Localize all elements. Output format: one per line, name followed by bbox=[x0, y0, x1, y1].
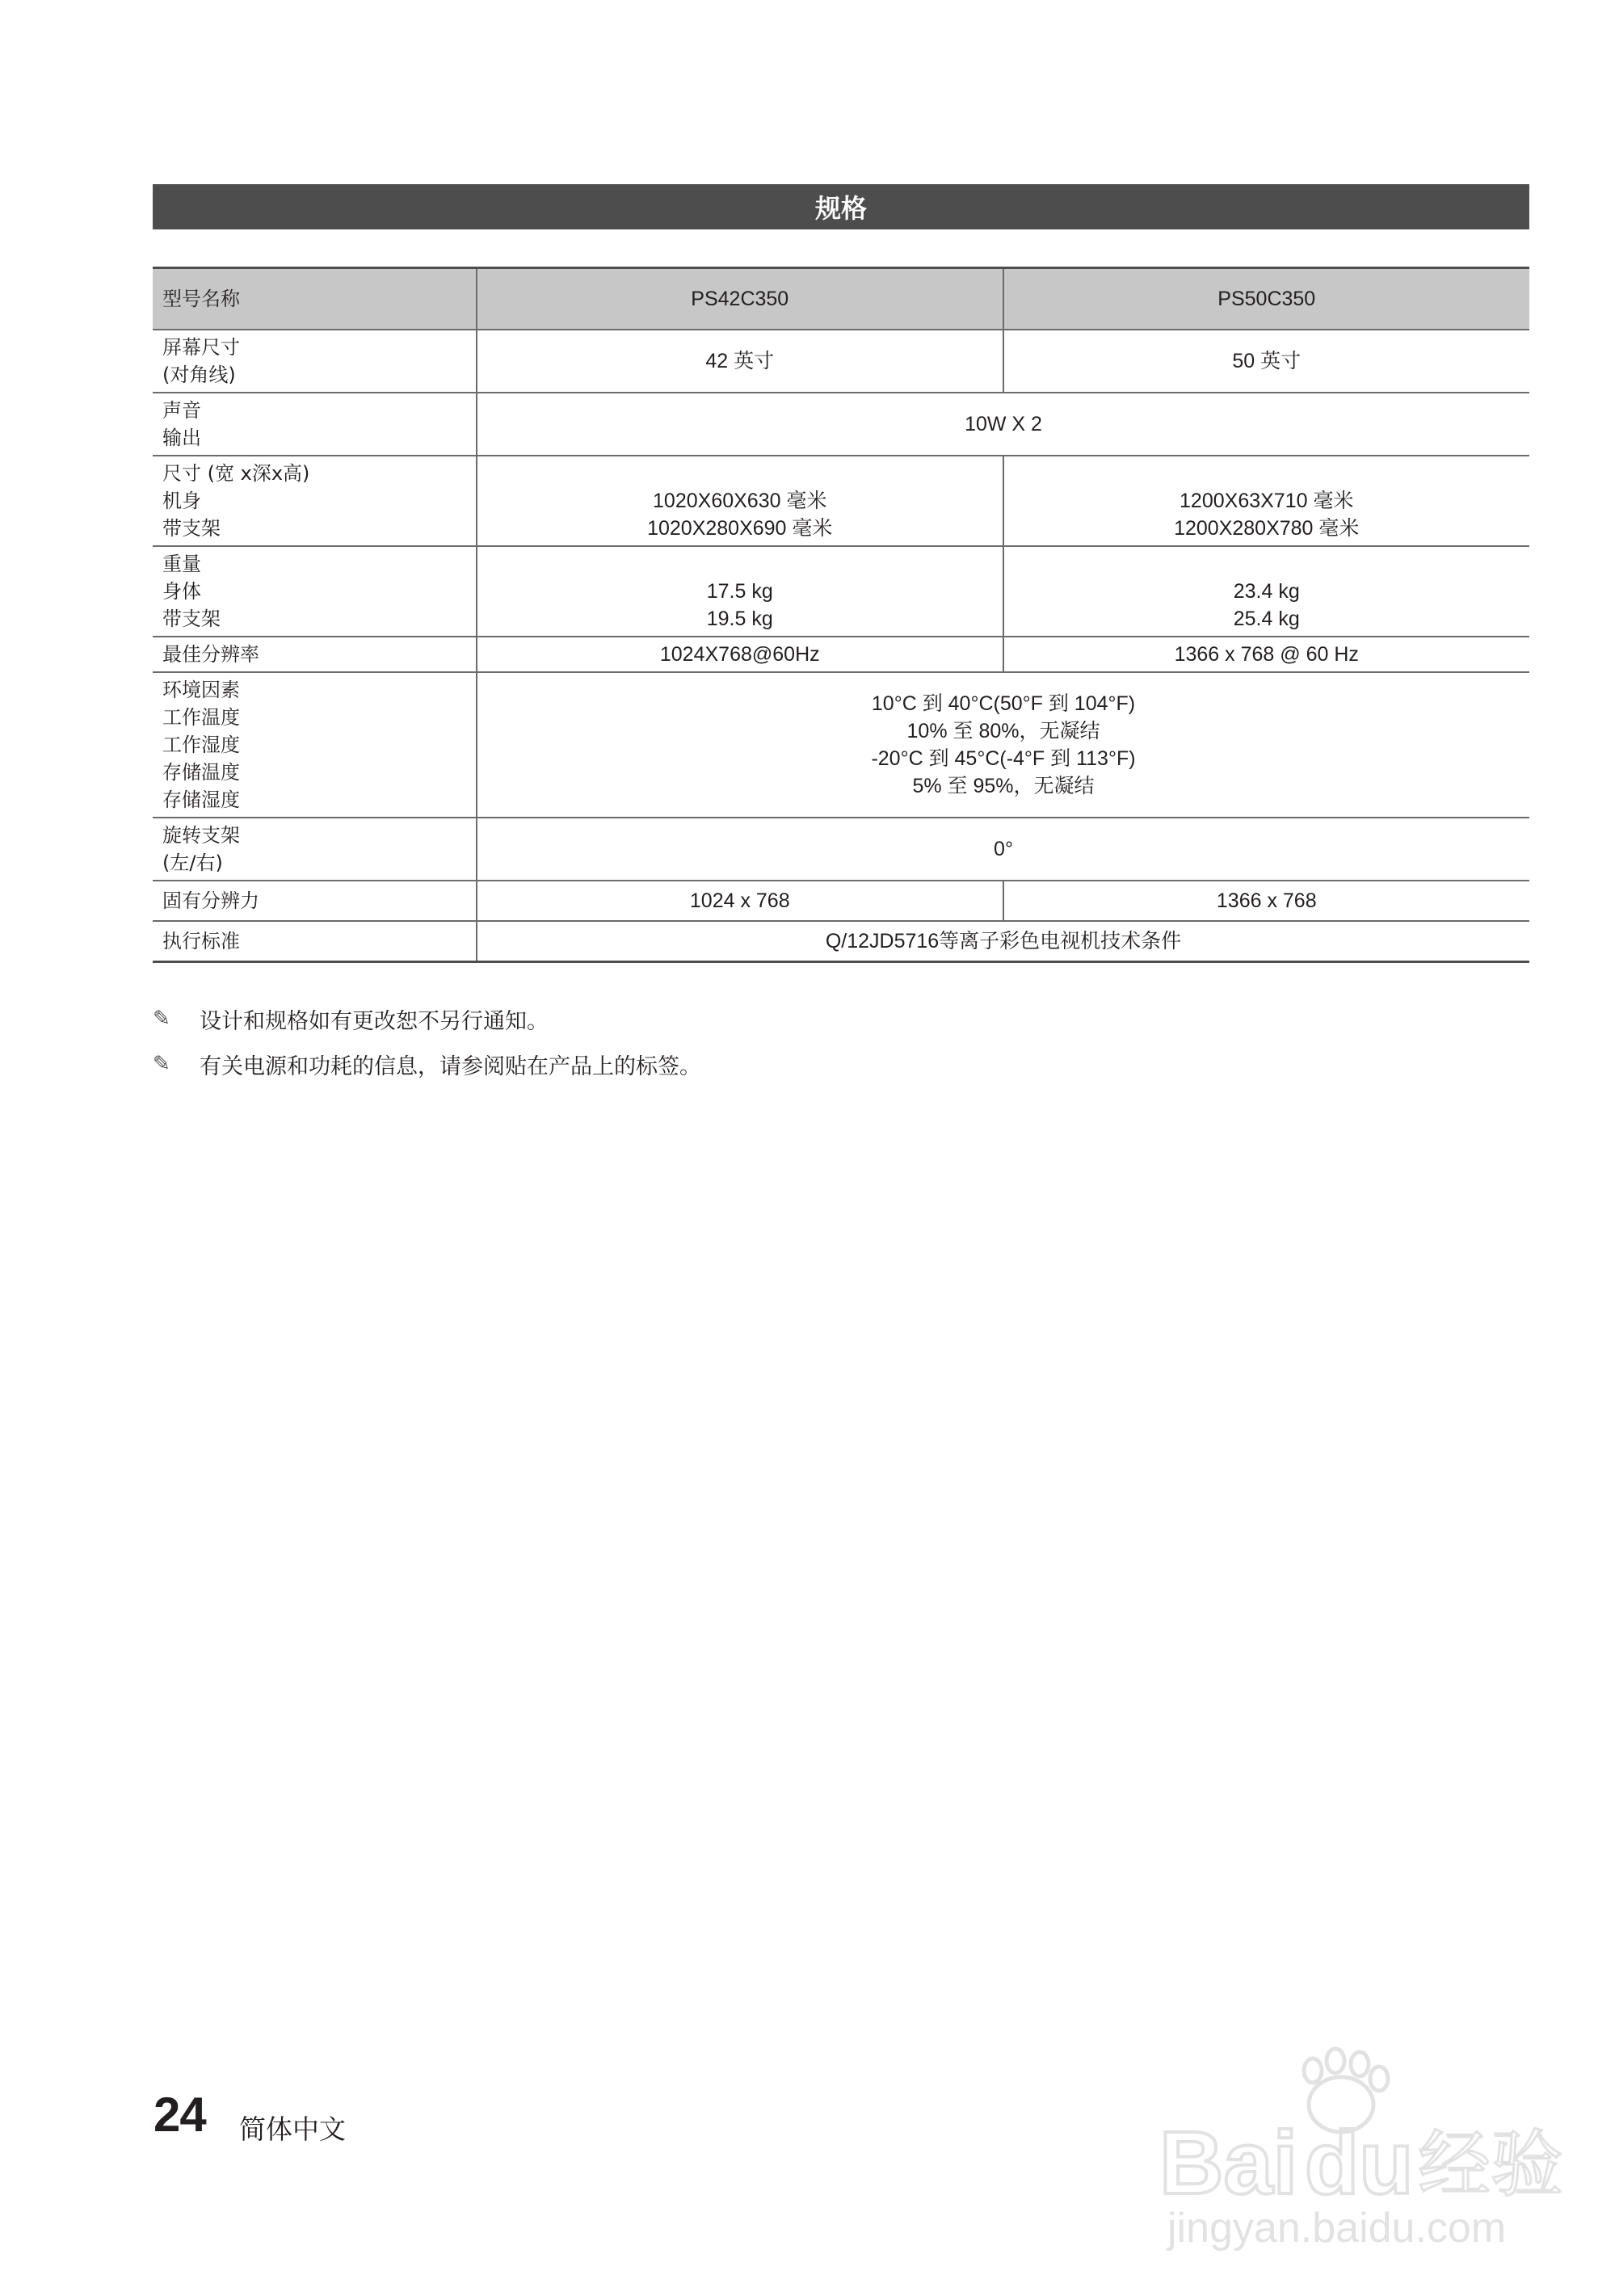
row-label-weight: 重量 身体 带支架 bbox=[153, 546, 477, 637]
note-item bbox=[153, 1041, 1529, 1087]
table-row bbox=[153, 268, 1529, 330]
note-item bbox=[153, 996, 1529, 1041]
model-col2: PS50C350 bbox=[1003, 268, 1530, 330]
spec-table bbox=[153, 267, 1529, 963]
svg-text:经验: 经验 bbox=[1418, 2122, 1563, 2207]
notes bbox=[153, 996, 1529, 1087]
page-number: 24 bbox=[153, 2088, 206, 2142]
row-label-screen-size: 屏幕尺寸 (对角线) bbox=[153, 330, 477, 393]
row-label-native-resolution: 固有分辨力 bbox=[153, 881, 477, 921]
table-row bbox=[153, 672, 1529, 818]
best-resolution-col2: 1366 x 768 @ 60 Hz bbox=[1003, 637, 1530, 672]
environment-value: 10°C 到 40°C(50°F 到 104°F) 10% 至 80%，无凝结 -20°C 到 45°C(-4°F 到 113°F) 5% 至 95%，无凝结 bbox=[477, 672, 1529, 818]
baidu-watermark-logo bbox=[1151, 2048, 1563, 2252]
table-row bbox=[153, 921, 1529, 961]
dimensions-col1: 1020X60X630 毫米 1020X280X690 毫米 bbox=[477, 456, 1003, 546]
row-label-dimensions: 尺寸 (宽 x深x高) 机身 带支架 bbox=[153, 456, 477, 546]
table-row bbox=[153, 393, 1529, 456]
row-label-swivel: 旋转支架 (左/右) bbox=[153, 818, 477, 881]
table-row bbox=[153, 637, 1529, 672]
table-row bbox=[153, 818, 1529, 881]
footer-language: 简体中文 bbox=[239, 2113, 346, 2145]
model-col1: PS42C350 bbox=[477, 268, 1003, 330]
row-label-model: 型号名称 bbox=[153, 268, 477, 330]
best-resolution-col1: 1024X768@60Hz bbox=[477, 637, 1003, 672]
svg-text:Bai: Bai bbox=[1159, 2113, 1298, 2213]
weight-col2: 23.4 kg 25.4 kg bbox=[1003, 546, 1530, 637]
sound-output-value: 10W X 2 bbox=[477, 393, 1529, 456]
standard-value: Q/12JD5716等离子彩色电视机技术条件 bbox=[477, 921, 1529, 961]
native-resolution-col2: 1366 x 768 bbox=[1003, 881, 1530, 921]
note-text: 设计和规格如有更改恕不另行通知。 bbox=[200, 1008, 549, 1034]
table-row bbox=[153, 546, 1529, 637]
table-row bbox=[153, 330, 1529, 393]
row-label-sound-output: 声音 输出 bbox=[153, 393, 477, 456]
native-resolution-col1: 1024 x 768 bbox=[477, 881, 1003, 921]
row-label-standard: 执行标准 bbox=[153, 921, 477, 961]
table-row bbox=[153, 456, 1529, 546]
row-label-environment: 环境因素 工作温度 工作湿度 存储温度 存储湿度 bbox=[153, 672, 477, 818]
pencil-note-icon: ✎ bbox=[153, 1007, 170, 1031]
row-label-best-resolution: 最佳分辨率 bbox=[153, 637, 477, 672]
section-title: 规格 bbox=[153, 184, 1529, 229]
dimensions-col2: 1200X63X710 毫米 1200X280X780 毫米 bbox=[1003, 456, 1530, 546]
screen-size-col2: 50 英寸 bbox=[1003, 330, 1530, 393]
pencil-note-icon: ✎ bbox=[153, 1052, 170, 1076]
note-text: 有关电源和功耗的信息，请参阅贴在产品上的标签。 bbox=[200, 1053, 701, 1079]
swivel-value: 0° bbox=[477, 818, 1529, 881]
screen-size-col1: 42 英寸 bbox=[477, 330, 1003, 393]
weight-col1: 17.5 kg 19.5 kg bbox=[477, 546, 1003, 637]
table-row bbox=[153, 881, 1529, 921]
svg-text:jingyan.baidu.com: jingyan.baidu.com bbox=[1167, 2205, 1507, 2252]
svg-text:du: du bbox=[1305, 2113, 1414, 2213]
